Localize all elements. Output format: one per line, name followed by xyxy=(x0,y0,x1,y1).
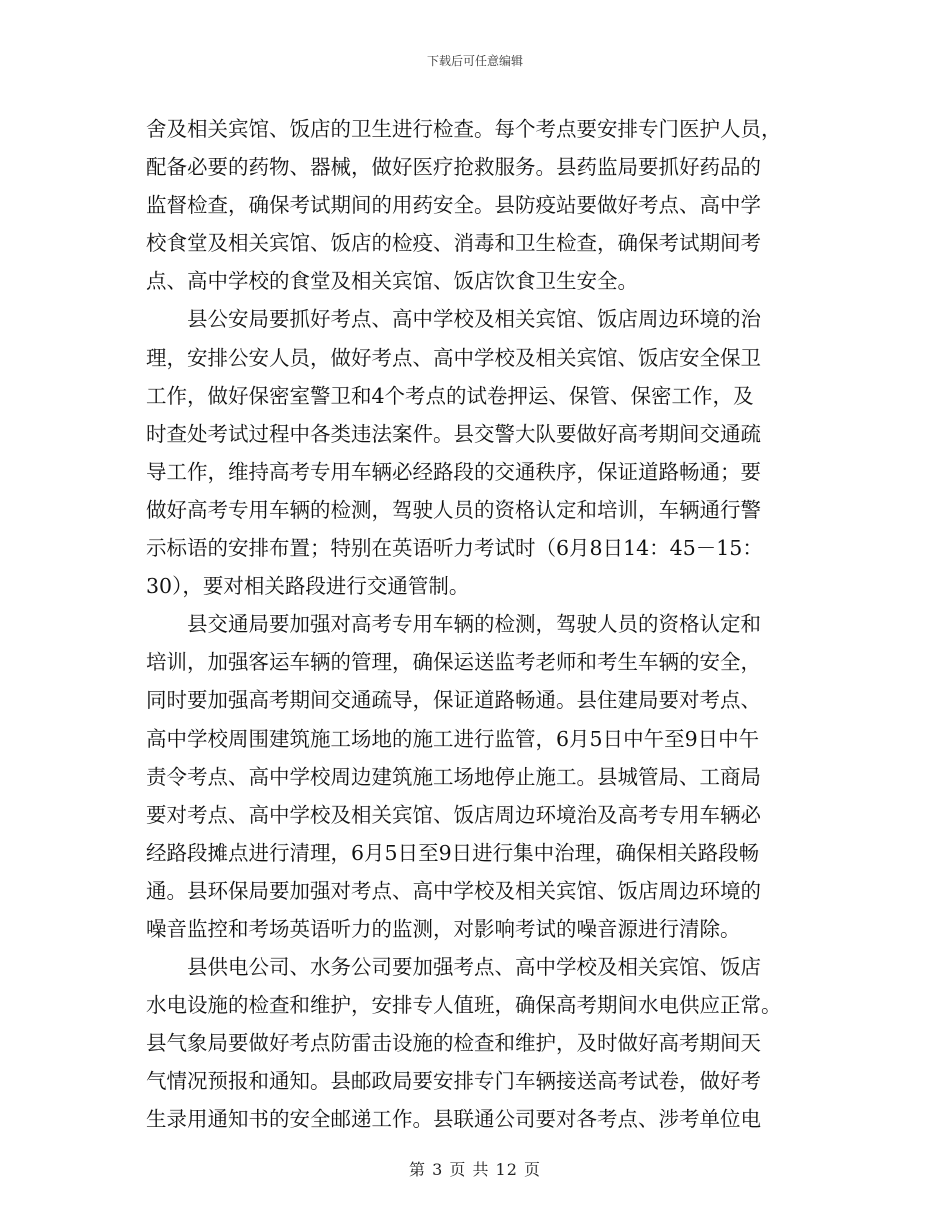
document-body xyxy=(146,110,806,1139)
text-line: 县气象局要做好考点防雷击设施的检查和维护，及时做好高考期间天 xyxy=(146,1031,761,1056)
text-line: 县公安局要抓好考点、高中学校及相关宾馆、饭店周边环境的治 xyxy=(146,307,761,332)
text-line: 工作，做好保密室警卫和4个考点的试卷押运、保管、保密工作，及 xyxy=(146,383,754,408)
text-line: 30），要对相关路段进行交通管制。 xyxy=(146,574,470,599)
text-line: 气情况预报和通知。县邮政局要安排专门车辆接送高考试卷，做好考 xyxy=(146,1069,761,1094)
text-line: 校食堂及相关宾馆、饭店的检疫、消毒和卫生检查，确保考试期间考 xyxy=(146,231,761,256)
text-line: 点、高中学校的食堂及相关宾馆、饭店饮食卫生安全。 xyxy=(146,269,638,294)
text-line: 配备必要的药物、器械，做好医疗抢救服务。县药监局要抓好药品的 xyxy=(146,155,761,180)
text-line: 导工作，维持高考专用车辆必经路段的交通秩序，保证道路畅通；要 xyxy=(146,459,761,484)
text-line: 高中学校周围建筑施工场地的施工进行监管，6月5日中午至9日中午 xyxy=(146,726,760,751)
text-line: 责令考点、高中学校周边建筑施工场地停止施工。县城管局、工商局 xyxy=(146,764,761,789)
text-line: 舍及相关宾馆、饭店的卫生进行检查。每个考点要安排专门医护人员， xyxy=(146,117,782,141)
page-header: 下载后可任意编辑 xyxy=(426,54,523,68)
text-line: 监督检查，确保考试期间的用药安全。县防疫站要做好考点、高中学 xyxy=(146,193,761,218)
text-line: 经路段摊点进行清理，6月5日至9日进行集中治理，确保相关路段畅 xyxy=(146,840,760,865)
text-line: 县供电公司、水务公司要加强考点、高中学校及相关宾馆、饭店 xyxy=(146,955,761,980)
text-line: 培训，加强客运车辆的管理，确保运送监考老师和考生车辆的安全， xyxy=(146,650,761,675)
text-line: 做好高考专用车辆的检测，驾驶人员的资格认定和培训，车辆通行警 xyxy=(146,497,761,522)
page-number: 第 3 页 共 12 页 xyxy=(409,1160,541,1179)
text-line: 通。县环保局要加强对考点、高中学校及相关宾馆、饭店周边环境的 xyxy=(146,878,761,903)
text-line: 噪音监控和考场英语听力的监测，对影响考试的噪音源进行清除。 xyxy=(146,916,741,941)
text-line: 生录用通知书的安全邮递工作。县联通公司要对各考点、涉考单位电 xyxy=(146,1107,761,1132)
text-line: 同时要加强高考期间交通疏导，保证道路畅通。县住建局要对考点、 xyxy=(146,688,761,713)
text-line: 水电设施的检查和维护，安排专人值班，确保高考期间水电供应正常。 xyxy=(146,993,782,1018)
text-line: 示标语的安排布置；特别在英语听力考试时（6月8日14：45－15： xyxy=(146,536,763,561)
text-line: 要对考点、高中学校及相关宾馆、饭店周边环境治及高考专用车辆必 xyxy=(146,802,761,827)
text-line: 理，安排公安人员，做好考点、高中学校及相关宾馆、饭店安全保卫 xyxy=(146,345,761,370)
text-line: 县交通局要加强对高考专用车辆的检测，驾驶人员的资格认定和 xyxy=(146,612,761,637)
text-line: 时查处考试过程中各类违法案件。县交警大队要做好高考期间交通疏 xyxy=(146,421,761,446)
